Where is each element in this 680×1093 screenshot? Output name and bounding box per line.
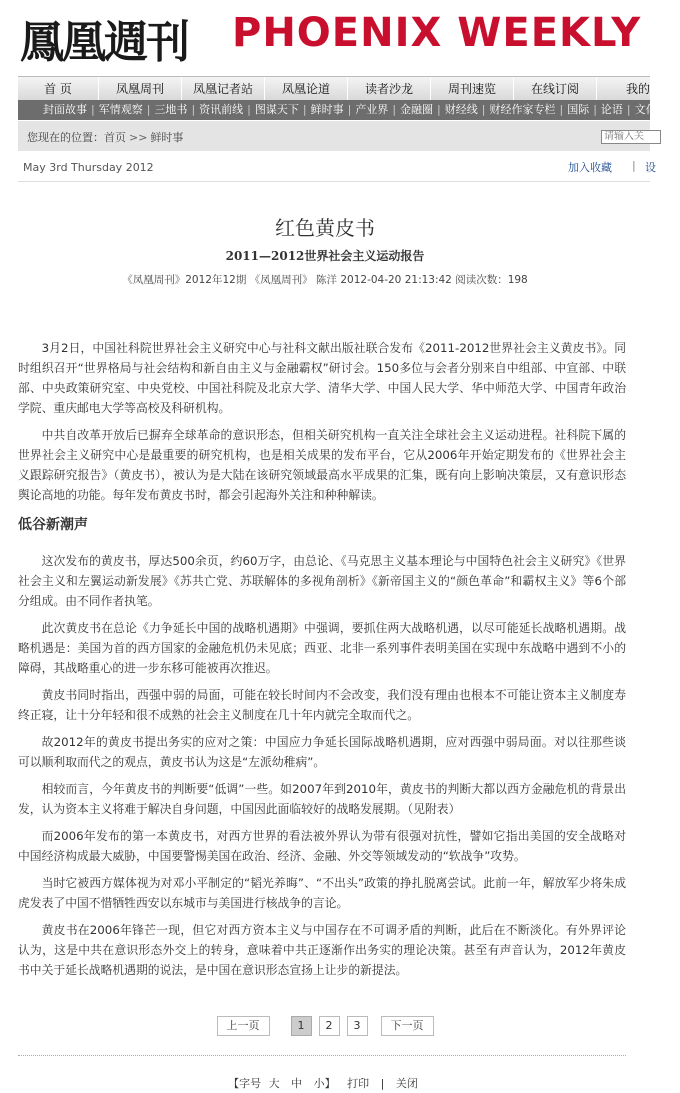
section-heading: 低谷新潮声 (18, 517, 88, 533)
nav-item-home[interactable]: 首 页 (18, 77, 99, 101)
subnav-divider: | (302, 103, 307, 116)
article-paragraph: 相较而言，今年黄皮书的判断要“低调”一些。如2007年到2010年，黄皮书的判断大都以西方金融危机的背景出发，认为资本主义将难于解决自身问题，中国因此面临较好的战略发展期。（见附表） (18, 782, 626, 816)
font-medium-button[interactable]: 中 (291, 1077, 303, 1090)
article-body (18, 338, 626, 987)
article-paragraph: 中共自改革开放后已摒弃全球革命的意识形态，但相关研究机构一直关注全球社会主义运动进程。社科院下属的世界社会主义研究中心是最重要的研究机构，也是相关成果的发布平台，它从2006年开始定期发布的《世界社会主义跟踪研究报告》（黄皮书），被认为是大陆在该研究领域最高水平成果的汇集，既有向上影响决策层，又有意识形态舆论高地的功能。每年发布黄皮书时，都会引起海外关注和种种解读。 (18, 428, 626, 502)
article-paragraph: 这次发布的黄皮书，厚达500余页，约60万字，由总论、《马克思主义基本理论与中国特色社会主义研究》《世界社会主义和左翼运动新发展》《苏共亡党、苏联解体的多视角剖析》《新帝国主义的“颜色革命”和霸权主义》等6个部分组成。由不同作者执笔。 (18, 554, 626, 608)
tools-divider: | (380, 1077, 385, 1090)
subnav-item-military[interactable]: 军情观察 (98, 103, 143, 116)
nav-item-reporter-station[interactable]: 凤凰记者站 (182, 77, 265, 101)
article-paragraph: 黄皮书同时指出，西强中弱的局面，可能在较长时间内不会改变，我们没有理由也根本不可能让资本主义制度寿终正寝，让十分年轻和很不成熟的社会主义制度在几十年内就完全取而代之。 (18, 688, 626, 722)
subnav-divider: | (559, 103, 564, 116)
search-input[interactable] (601, 130, 661, 144)
article-paragraph: 3月2日，中国社科院世界社会主义研究中心与社科文献出版社联合发布《2011-2012世界社会主义黄皮书》。同时组织召开“世界格局与社会结构和新自由主义与金融霸权”研讨会。150多位与会者分别来自中组部、中宣部、中联部、中央政策研究室、中央党校、中国社科院及北京大学、清华大学、中国人民大学、华中师范大学、中国青年政治学院、重庆邮电大学等高校及科研机构。 (18, 341, 626, 415)
current-date: May 3rd Thursday 2012 (23, 161, 154, 174)
article-tools (0, 1075, 650, 1091)
subnav-divider: | (247, 103, 251, 116)
logo-chinese[interactable]: 鳳凰週刊 (20, 17, 188, 68)
subnav-item-industry[interactable]: 产业界 (355, 103, 389, 116)
nav-item-weekly-overview[interactable]: 周刊速览 (431, 77, 514, 101)
page-1-button[interactable]: 1 (291, 1016, 312, 1036)
nav-item-mine[interactable]: 我的 (597, 77, 680, 101)
subnav-item-culture[interactable]: 文化 (634, 103, 657, 116)
site-header (0, 0, 650, 70)
subnav-item-analects[interactable]: 论语 (600, 103, 623, 116)
nav-item-subscribe[interactable]: 在线订阅 (514, 77, 597, 101)
subnav-divider: | (347, 103, 352, 116)
close-button[interactable]: 关闭 (395, 1077, 418, 1090)
nav-item-phoenix-weekly[interactable]: 凤凰周刊 (99, 77, 182, 101)
breadcrumb-current[interactable]: 鲜时事 (150, 131, 184, 144)
subnav-item-world-map[interactable]: 图谋天下 (254, 103, 299, 116)
subnav-divider: | (593, 103, 597, 116)
prev-page-button[interactable]: 上一页 (217, 1016, 270, 1036)
article-paragraph: 故2012年的黄皮书提出务实的应对之策：中国应力争延长国际战略机遇期，应对西强中弱局面。对以往那些谈可以顺利取而代之的观点，黄皮书认为这是“左派幼稚病”。 (18, 735, 626, 769)
subnav-item-finance-columns[interactable]: 财经作家专栏 (489, 103, 556, 116)
article-paragraph: 当时它被西方媒体视为对邓小平制定的“韬光养晦”、“不出头”政策的挣扎脱离尝试。此前一年，解放军少将朱成虎发表了中国不惜牺牲西安以东城市与美国进行核战争的言论。 (18, 876, 626, 910)
article-subtitle: 2011—2012世界社会主义运动报告 (225, 249, 425, 263)
article-paragraph: 此次黄皮书在总论《力争延长中国的战略机遇期》中强调，要抓住两大战略机遇，以尽可能延长战略机遇期。战略机遇是：美国为首的西方国家的金融危机仍未见底；西亚、北非一系列事件表明美国在实现中东战略中遇到不小的障碍，其战略重心的进一步东移可能被再次推迟。 (18, 621, 626, 675)
article-paragraph: 而2006年发布的第一本黄皮书，对西方世界的看法被外界认为带有很强对抗性，譬如它指出美国的安全战略对中国经济构成最大威胁，中国要警惕美国在政治、经济、金融、外交等领域发动的“软战争”攻势。 (18, 829, 626, 863)
subnav-item-finance-line[interactable]: 财经线 (444, 103, 478, 116)
footer-divider (18, 1055, 626, 1056)
add-favorite-link[interactable]: 加入收藏 (568, 161, 612, 174)
next-page-button[interactable]: 下一页 (381, 1016, 434, 1036)
subnav-divider: | (626, 103, 631, 116)
page-3-button[interactable]: 3 (347, 1016, 368, 1036)
subnav-divider: | (191, 103, 196, 116)
article-paragraph: 黄皮书在2006年锋芒一现，但它对西方资本主义与中国存在不可调矛盾的判断，此后在不断淡化。有外界评论认为，这是中共在意识形态外交上的转身，意味着中共正逐渐作出务实的理论决策。甚至有声音认为，2012年黄皮书中关于延长战略机遇期的说法，是中国在意识形态宣扬上让步的新提法。 (18, 923, 626, 977)
subnav-item-finance-circle[interactable]: 金融圈 (400, 103, 434, 116)
breadcrumb-label: 您现在的位置： (27, 131, 104, 144)
breadcrumb-bar (18, 121, 650, 151)
pagination (0, 1016, 650, 1036)
link-divider: | (632, 159, 636, 172)
subnav-divider: | (146, 103, 151, 116)
subnav-item-three-letters[interactable]: 三地书 (154, 103, 188, 116)
breadcrumb (27, 129, 183, 145)
breadcrumb-home[interactable]: 首页 (104, 131, 126, 144)
main-nav (18, 76, 650, 101)
subnav-divider: | (392, 103, 397, 116)
nav-item-forum[interactable]: 凤凰论道 (265, 77, 348, 101)
subnav-divider: | (481, 103, 486, 116)
article-meta: 《凤凰周刊》2012年12期 《凤凰周刊》 陈洋 2012-04-20 21:13:42 阅读次数：198 (122, 274, 528, 286)
print-button[interactable]: 打印 (347, 1077, 370, 1090)
subnav-item-cover[interactable]: 封面故事 (43, 103, 87, 116)
article-title: 红色黄皮书 (275, 216, 375, 240)
breadcrumb-arrow: >> (129, 131, 148, 144)
font-size-label: 【字号 (228, 1077, 262, 1090)
subnav-item-current-affairs[interactable]: 鲜时事 (310, 103, 344, 116)
subnav-item-news-front[interactable]: 资讯前线 (199, 103, 244, 116)
subnav-item-international[interactable]: 国际 (567, 103, 590, 116)
sub-nav (18, 100, 657, 120)
set-homepage-link[interactable]: 设 (645, 161, 656, 174)
page-2-button[interactable]: 2 (319, 1016, 340, 1036)
font-small-button[interactable]: 小】 (313, 1077, 336, 1090)
subnav-divider: | (91, 103, 95, 116)
subnav-divider: | (437, 103, 441, 116)
date-bar (18, 151, 656, 182)
font-large-button[interactable]: 大 (268, 1077, 280, 1090)
logo-english[interactable]: PHOENIX WEEKLY (232, 10, 642, 56)
nav-item-reader-salon[interactable]: 读者沙龙 (348, 77, 431, 101)
